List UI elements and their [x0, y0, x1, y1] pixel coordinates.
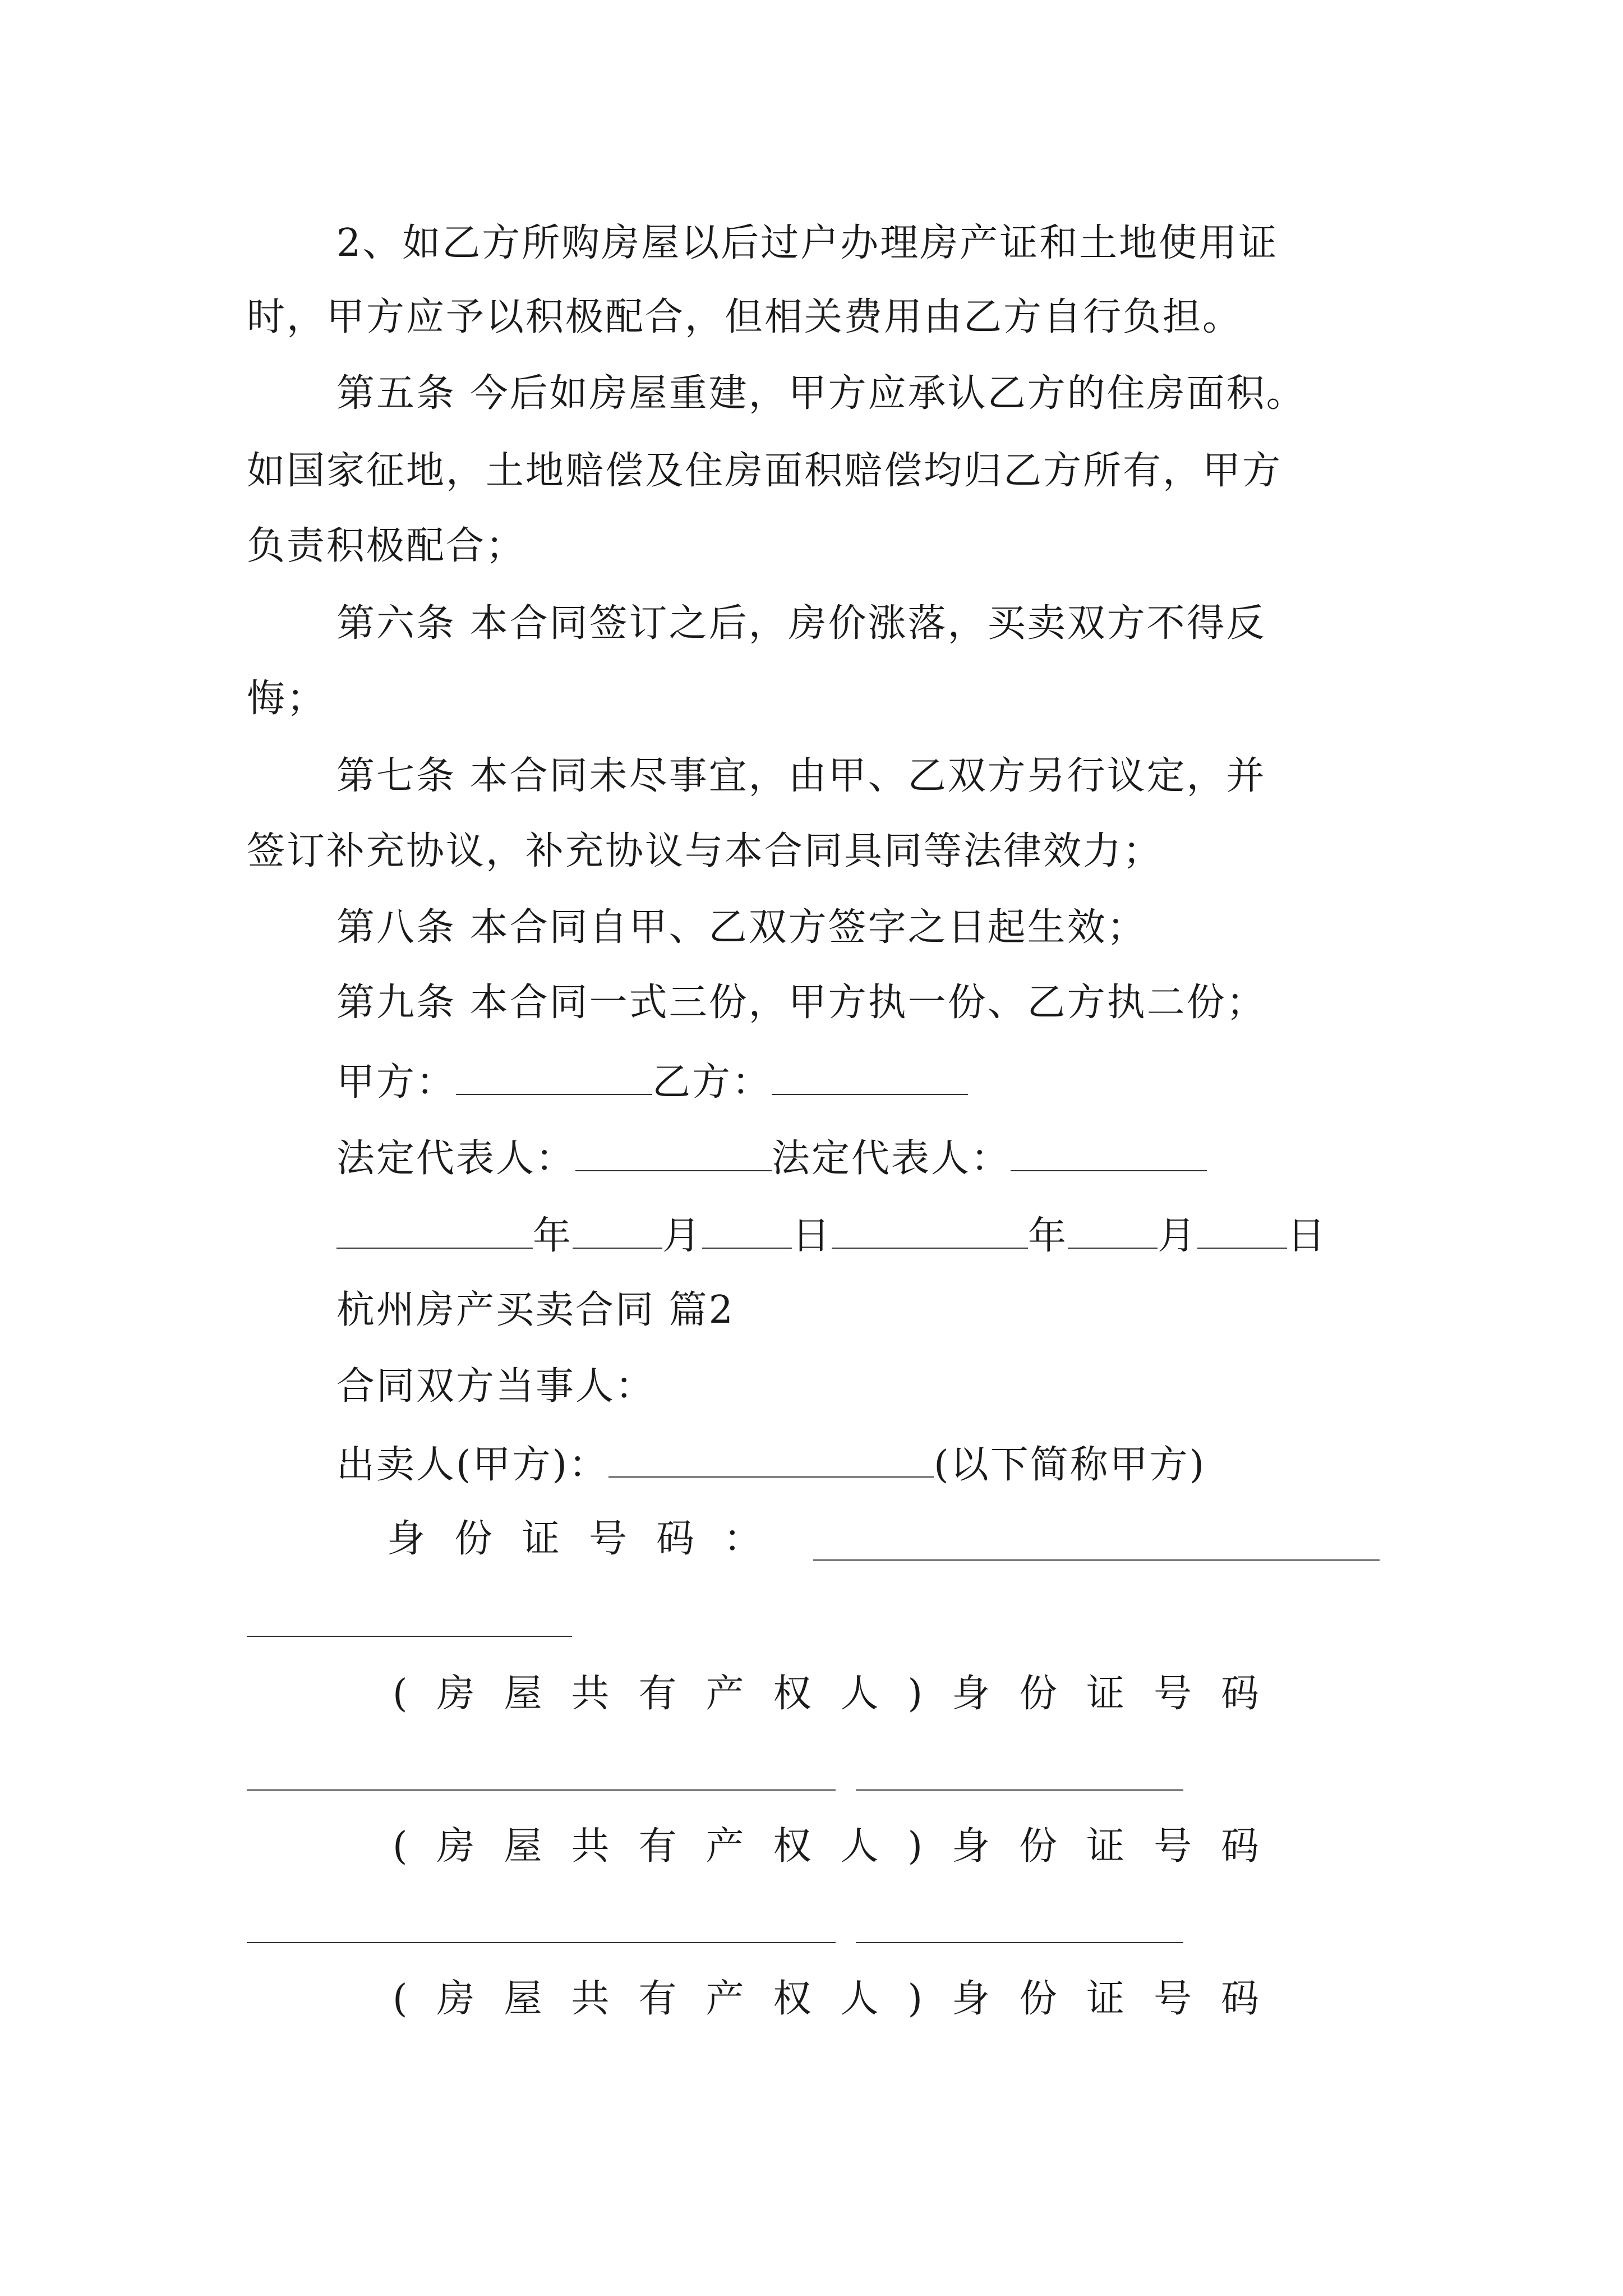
party-signature-row: [336, 1060, 968, 1105]
year-blank[interactable]: [832, 1215, 1028, 1249]
representative-row: [336, 1137, 1207, 1181]
co-owner-id-blank[interactable]: [247, 1789, 836, 1791]
month-blank[interactable]: [573, 1215, 662, 1249]
rep-a-blank[interactable]: [575, 1138, 772, 1171]
month-label: 月: [1158, 1214, 1198, 1258]
rep-a-label: 法定代表人：: [336, 1137, 576, 1181]
co-owner-id-blank[interactable]: [856, 1942, 1183, 1943]
article-8-line: 第八条 本合同自甲、乙双方签字之日起生效；: [336, 905, 1147, 950]
seller-label: 出卖人(甲方)：: [336, 1443, 609, 1487]
co-owner-id-blank[interactable]: [247, 1942, 836, 1943]
year-label: 年: [1028, 1214, 1068, 1258]
month-blank[interactable]: [1068, 1215, 1158, 1249]
party-a-blank[interactable]: [456, 1061, 652, 1095]
paragraph-line: 签订补充协议，补充协议与本合同具同等法律效力；: [247, 829, 1163, 873]
paragraph-line: 悔；: [247, 677, 327, 721]
article-7-line: 第七条 本合同未尽事宜，由甲、乙双方另行议定，并: [336, 754, 1266, 798]
co-owner-id-label: (房屋共有产权人)身份证号码: [393, 1824, 1289, 1869]
day-blank[interactable]: [1197, 1215, 1287, 1249]
seller-suffix: (以下简称甲方): [934, 1443, 1206, 1487]
parties-label: 合同双方当事人：: [336, 1364, 656, 1409]
rep-b-label: 法定代表人：: [772, 1137, 1011, 1181]
paragraph-line: 如国家征地，土地赔偿及住房面积赔偿均归乙方所有，甲方: [247, 449, 1283, 493]
day-blank[interactable]: [702, 1215, 792, 1249]
paragraph-line: 2、如乙方所购房屋以后过户办理房产证和土地使用证: [336, 221, 1279, 265]
id-number-blank[interactable]: [813, 1559, 1380, 1561]
seller-blank[interactable]: [608, 1444, 934, 1478]
article-6-line: 第六条 本合同签订之后，房价涨落，买卖双方不得反: [336, 601, 1266, 646]
party-a-label: 甲方：: [336, 1060, 457, 1105]
id-number-label: 身份证号码：: [387, 1517, 791, 1561]
party-b-blank[interactable]: [772, 1061, 968, 1095]
rep-b-blank[interactable]: [1011, 1138, 1207, 1171]
seller-row: [336, 1443, 1206, 1487]
month-label: 月: [662, 1214, 703, 1258]
article-9-line: 第九条 本合同一式三份，甲方执一份、乙方执二份；: [336, 981, 1266, 1025]
co-owner-id-label: (房屋共有产权人)身份证号码: [393, 1977, 1289, 2021]
year-blank[interactable]: [336, 1215, 533, 1249]
party-b-label: 乙方：: [652, 1060, 772, 1105]
paragraph-line: 时，甲方应予以积极配合，但相关费用由乙方自行负担。: [247, 295, 1243, 339]
co-owner-id-label: (房屋共有产权人)身份证号码: [393, 1672, 1289, 1716]
day-label: 日: [792, 1214, 832, 1258]
section-heading: 杭州房产买卖合同 篇2: [336, 1288, 735, 1332]
date-row: [336, 1214, 1327, 1258]
co-owner-id-blank[interactable]: [856, 1789, 1183, 1791]
article-5-line: 第五条 今后如房屋重建，甲方应承认乙方的住房面积。: [336, 371, 1306, 416]
day-label: 日: [1287, 1214, 1327, 1258]
paragraph-line: 负责积极配合；: [247, 524, 526, 568]
year-label: 年: [533, 1214, 573, 1258]
id-number-blank-continued[interactable]: [247, 1636, 572, 1637]
